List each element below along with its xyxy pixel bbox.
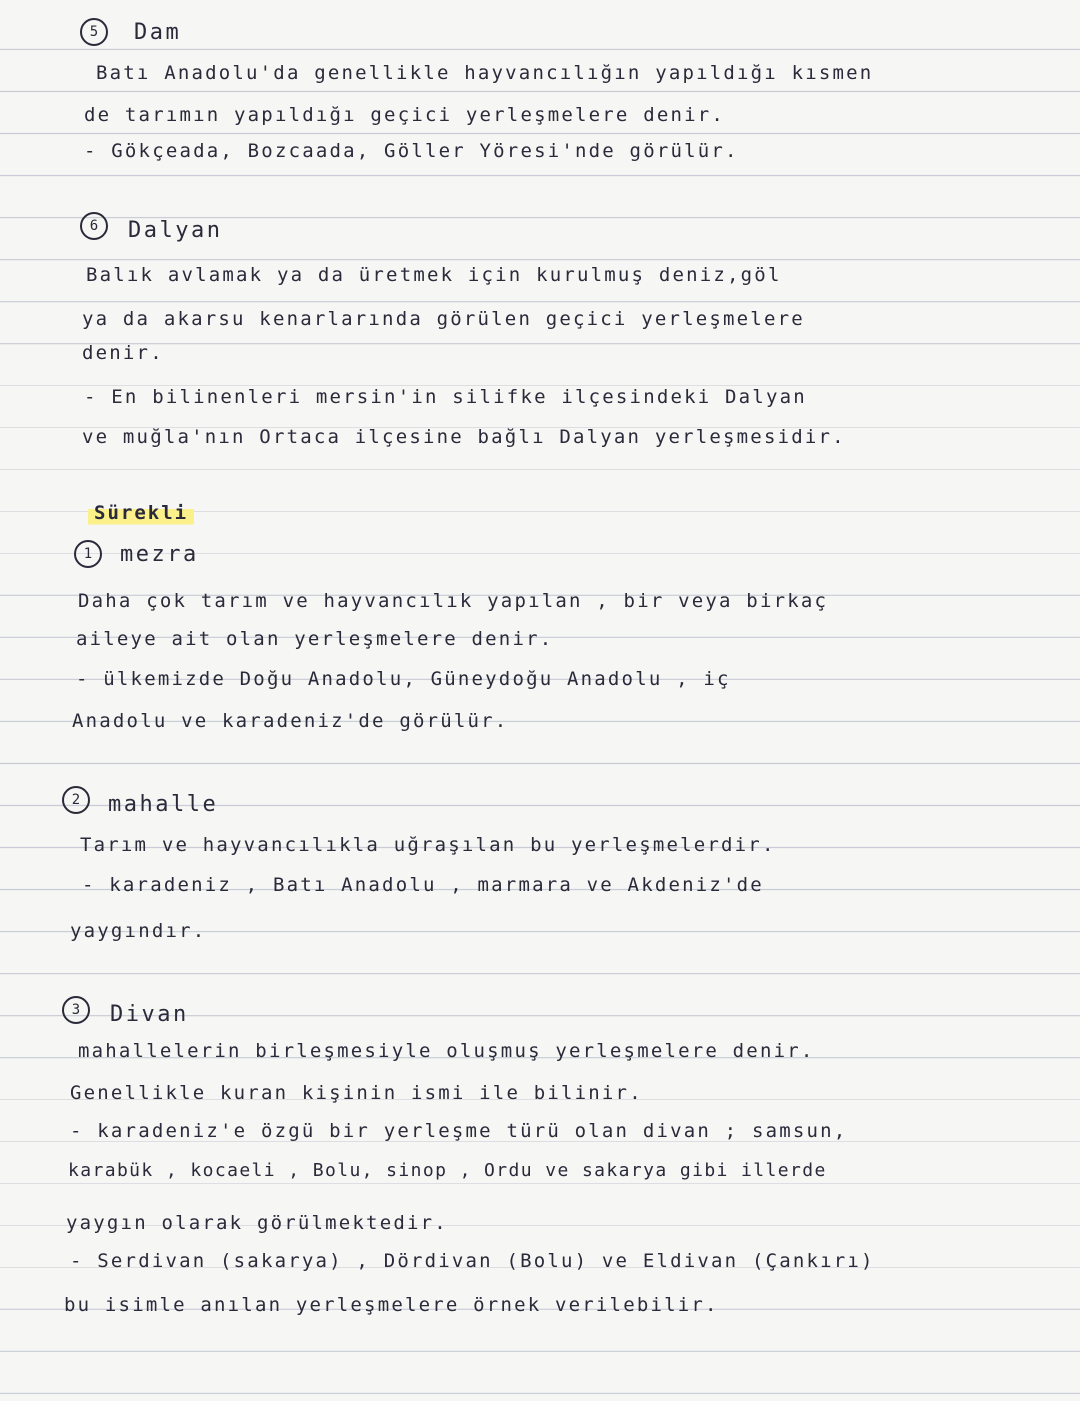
highlighted-label-surekli: Sürekli (88, 500, 194, 526)
text-line: Anadolu ve karadeniz'de görülür. (72, 710, 509, 732)
section-number-circle: 1 (74, 540, 102, 568)
text-line: Balık avlamak ya da üretmek için kurulmuş deniz,göl (86, 264, 782, 286)
text-line: - ülkemizde Doğu Anadolu, Güneydoğu Anadolu , iç (76, 668, 731, 690)
text-line: Daha çok tarım ve hayvancılık yapılan , bir veya birkaç (78, 590, 829, 612)
text-line: - Gökçeada, Bozcaada, Göller Yöresi'nde görülür. (84, 140, 739, 162)
text-line: - karadeniz'e özgü bir yerleşme türü olan divan ; samsun, (70, 1120, 848, 1142)
section-number-circle: 3 (62, 996, 90, 1024)
text-line: ve muğla'nın Ortaca ilçesine bağlı Dalyan yerleşmesidir. (82, 426, 846, 448)
text-line: Genellikle kuran kişinin ismi ile bilinir. (70, 1082, 643, 1104)
text-line: denir. (82, 342, 164, 364)
section-title-dalyan: Dalyan (128, 218, 223, 243)
text-line: yaygındır. (70, 920, 207, 942)
text-line: yaygın olarak görülmektedir. (66, 1212, 448, 1234)
text-line: - En bilinenleri mersin'in silifke ilçesindeki Dalyan (84, 386, 807, 408)
text-line: de tarımın yapıldığı geçici yerleşmelere denir. (84, 104, 726, 126)
section-title-dam: Dam (134, 20, 182, 45)
text-line: ya da akarsu kenarlarında görülen geçici yerleşmelere (82, 308, 805, 330)
text-line: - karadeniz , Batı Anadolu , marmara ve Akdeniz'de (82, 874, 764, 896)
section-number-circle: 5 (80, 18, 108, 46)
section-number-circle: 6 (80, 212, 108, 240)
text-line: karabük , kocaeli , Bolu, sinop , Ordu ve sakarya gibi illerde (68, 1160, 827, 1181)
text-line: mahallelerin birleşmesiyle oluşmuş yerleşmelere denir. (78, 1040, 815, 1062)
text-line: - Serdivan (sakarya) , Dördivan (Bolu) ve Eldivan (Çankırı) (70, 1250, 875, 1272)
section-number-circle: 2 (62, 786, 90, 814)
text-line: Batı Anadolu'da genellikle hayvancılığın yapıldığı kısmen (96, 62, 874, 84)
section-title-divan: Divan (110, 1002, 189, 1027)
text-line: Tarım ve hayvancılıkla uğraşılan bu yerleşmelerdir. (80, 834, 776, 856)
text-line: bu isimle anılan yerleşmelere örnek verilebilir. (64, 1294, 719, 1316)
text-line: aileye ait olan yerleşmelere denir. (76, 628, 554, 650)
section-title-mezra: mezra (120, 542, 199, 567)
section-title-mahalle: mahalle (108, 792, 219, 817)
